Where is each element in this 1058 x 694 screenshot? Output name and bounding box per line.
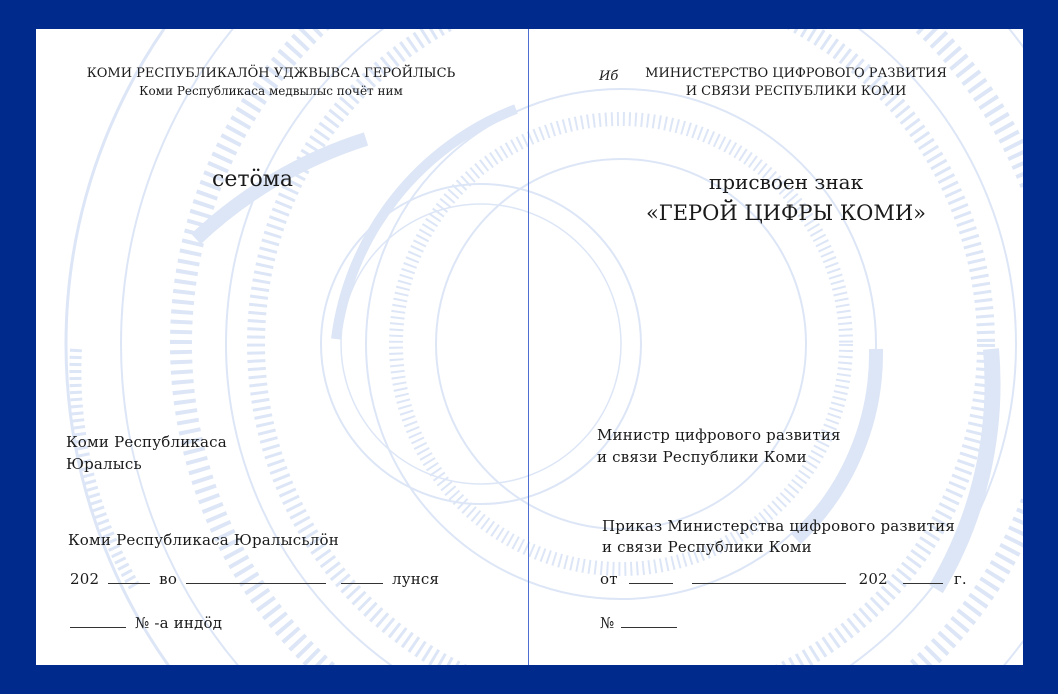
fold-line bbox=[528, 29, 529, 665]
left-decree-date-row bbox=[70, 569, 439, 588]
right-order-line2: и связи Республики Коми bbox=[602, 538, 812, 556]
blank-line bbox=[903, 569, 943, 584]
blank-line bbox=[341, 569, 383, 584]
left-signer-line1: Коми Республикаса bbox=[66, 433, 227, 451]
right-signer-line2: и связи Республики Коми bbox=[597, 448, 807, 466]
right-order-number: № bbox=[600, 614, 615, 632]
right-ministry-line1: МИНИСТЕРСТВО ЦИФРОВОГО РАЗВИТИЯ bbox=[645, 66, 947, 81]
right-order-line1: Приказ Министерства цифрового развития bbox=[602, 517, 956, 535]
right-signer-line1: Министр цифрового развития bbox=[597, 426, 841, 444]
left-decree-year: 202 bbox=[70, 570, 100, 588]
right-order-year: 202 bbox=[858, 570, 888, 588]
certificate-sheet bbox=[36, 29, 1023, 665]
left-decree-number: № -а индöд bbox=[134, 614, 223, 632]
left-header-line1: КОМИ РЕСПУБЛИКАЛÖН УДЖВЫВСА ГЕРОЙЛЫСЬ bbox=[86, 66, 456, 81]
left-header-line2: Коми Республикаса медвылыс почёт ним bbox=[139, 84, 403, 98]
blank-line bbox=[629, 569, 673, 584]
right-order-from: от bbox=[600, 570, 618, 588]
left-decree-number-row bbox=[70, 613, 222, 632]
right-ministry-line2: И СВЯЗИ РЕСПУБЛИКИ КОМИ bbox=[685, 84, 907, 99]
right-initials: Иб bbox=[599, 69, 619, 84]
blank-line bbox=[621, 613, 677, 628]
left-awarded-word: сетöма bbox=[212, 167, 293, 192]
blank-line bbox=[108, 569, 150, 584]
right-order-number-row bbox=[600, 613, 677, 632]
right-awarded: присвоен знак bbox=[708, 170, 864, 194]
blank-line bbox=[70, 613, 126, 628]
left-decree-vo: во bbox=[159, 570, 178, 588]
right-award-title: «ГЕРОЙ ЦИФРЫ КОМИ» bbox=[645, 201, 927, 225]
left-decree-line1: Коми Республикаса Юралысьлöн bbox=[68, 531, 339, 549]
blank-line bbox=[186, 569, 326, 584]
right-order-g: г. bbox=[953, 570, 967, 588]
left-signer-line2: Юралысь bbox=[66, 455, 142, 473]
blank-line bbox=[692, 569, 846, 584]
left-decree-month: лунся bbox=[391, 570, 440, 588]
watermark-ring-core-2 bbox=[341, 204, 621, 484]
right-order-date-row bbox=[600, 569, 967, 588]
